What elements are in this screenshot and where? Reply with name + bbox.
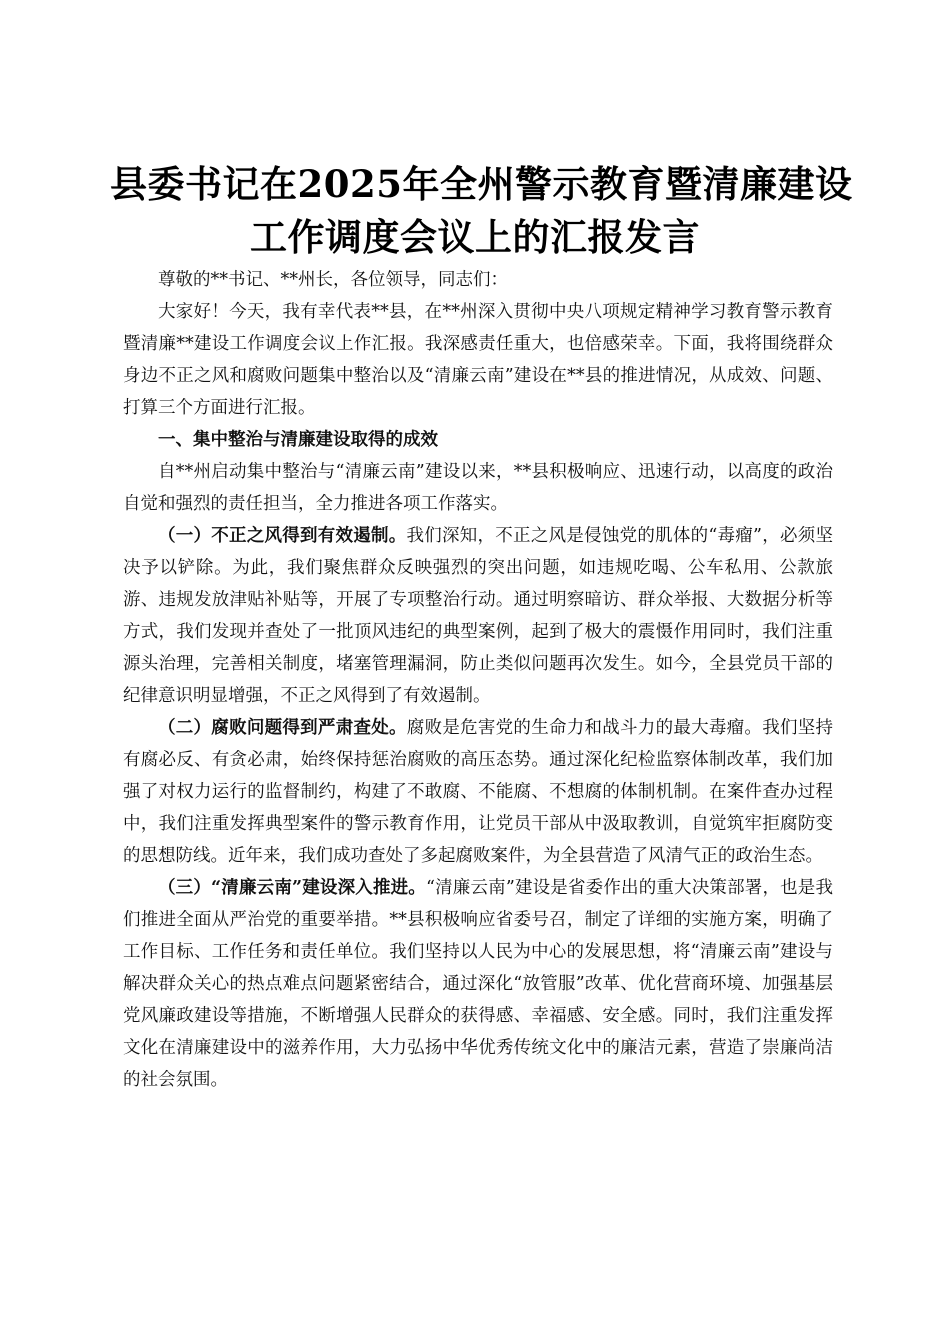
document-body (123, 264, 833, 1096)
item-3-text: “清廉云南”建设是省委作出的重大决策部署，也是我们推进全面从严治党的重要举措。**县积极响应省委号召，制定了详细的实施方案，明确了工作目标、工作任务和责任单位。我们坚持以人民为中心的发展思想，将“清廉云南”建设与解决群众关心的热点难点问题紧密结合，通过深化“放管服”改革、优化营商环境、加强基层党风廉政建设等措施，不断增强人民群众的获得感、幸福感、安全感。同时，我们注重发挥文化在清廉建设中的滋养作用，大力弘扬中华优秀传统文化中的廉洁元素，营造了崇廉尚洁的社会氛围。 (123, 878, 833, 1090)
item-1-paragraph (123, 520, 833, 712)
title-line-2: 工作调度会议上的汇报发言 (250, 215, 700, 259)
section-1-intro: 自**州启动集中整治与“清廉云南”建设以来，**县积极响应、迅速行动，以高度的政治自觉和强烈的责任担当，全力推进各项工作落实。 (123, 462, 833, 514)
item-2-lead: （二）腐败问题得到严肃查处。 (158, 718, 407, 738)
item-2-text: 腐败是危害党的生命力和战斗力的最大毒瘤。我们坚持有腐必反、有贪必肃，始终保持惩治腐败的高压态势。通过深化纪检监察体制改革，我们加强了对权力运行的监督制约，构建了不敢腐、不能腐、不想腐的体制机制。在案件查办过程中，我们注重发挥典型案件的警示教育作用，让党员干部从中汲取教训，自觉筑牢拒腐防变的思想防线。近年来，我们成功查处了多起腐败案件，为全县营造了风清气正的政治生态。 (123, 718, 834, 866)
item-1-text: 我们深知，不正之风是侵蚀党的肌体的“毒瘤”，必须坚决予以铲除。为此，我们聚焦群众反映强烈的突出问题，如违规吃喝、公车私用、公款旅游、违规发放津贴补贴等，开展了专项整治行动。通过明察暗访、群众举报、大数据分析等方式，我们发现并查处了一批顶风违纪的典型案例，起到了极大的震慑作用同时，我们注重源头治理，完善相关制度，堵塞管理漏洞，防止类似问题再次发生。如今，全县党员干部的纪律意识明显增强，不正之风得到了有效遏制。 (123, 526, 833, 706)
item-1-lead: （一）不正之风得到有效遏制。 (158, 526, 407, 546)
section-1-heading: 一、集中整治与清廉建设取得的成效 (158, 430, 438, 450)
item-3-paragraph (123, 872, 833, 1096)
salutation: 尊敬的**书记、**州长，各位领导，同志们： (158, 270, 508, 290)
intro-paragraph: 大家好！今天，我有幸代表**县，在**州深入贯彻中央八项规定精神学习教育警示教育暨清廉**建设工作调度会议上作汇报。我深感责任重大，也倍感荣幸。下面，我将围绕群众身边不正之风和腐败问题集中整治以及“清廉云南”建设在**县的推进情况，从成效、问题、打算三个方面进行汇报。 (123, 302, 833, 418)
item-3-lead: （三）“清廉云南”建设深入推进。 (158, 878, 426, 898)
document-title (110, 158, 853, 264)
title-line-1: 县委书记在2025年全州警示教育暨清廉建设 (110, 162, 853, 206)
item-2-paragraph (123, 712, 833, 872)
